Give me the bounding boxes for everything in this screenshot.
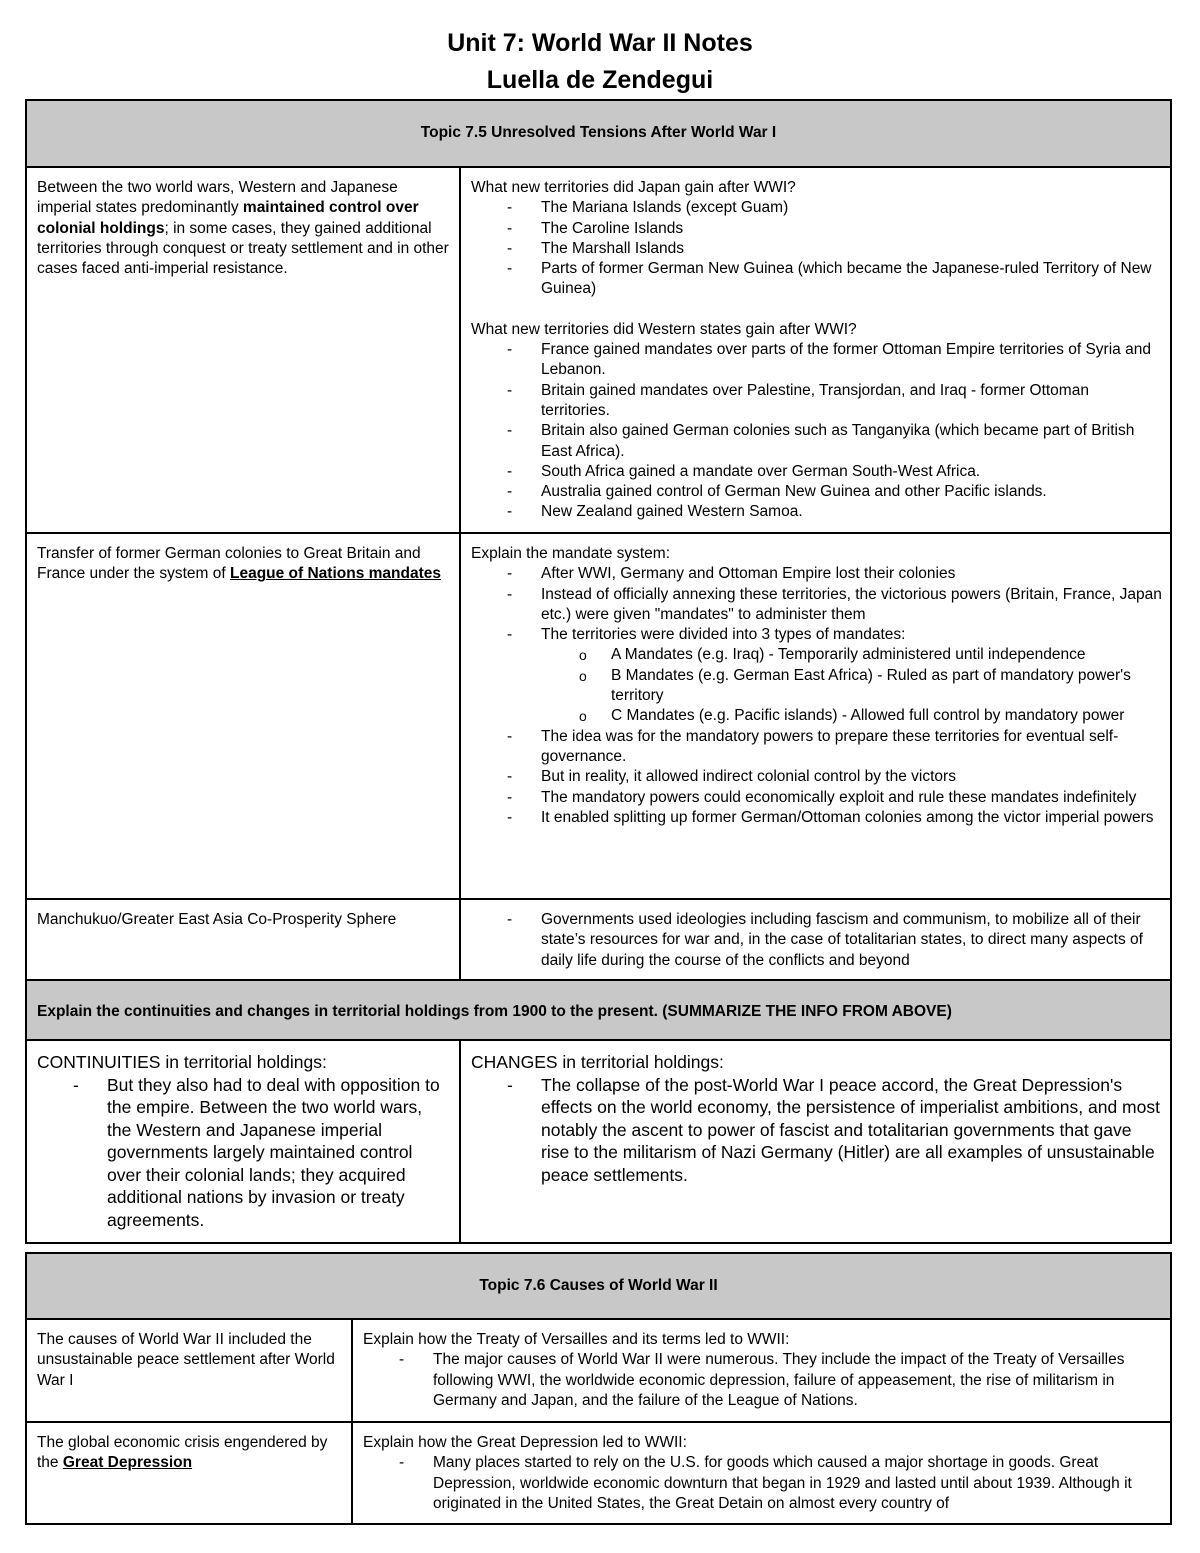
list-item: - Governments used ideologies including fascism and communism, to mobilize all of their state’s resources for war and, in the case of totalitarian states, to direct many aspects of daily life during the course of the conflicts and beyond [471, 910, 1162, 971]
continuities-cell [26, 1040, 460, 1243]
list-item-text: The territories were divided into 3 types of mandates: [541, 626, 906, 644]
western-territories-list [471, 340, 1162, 523]
list-item: - The idea was for the mandatory powers to prepare these territories for eventual self-governance. [471, 727, 1162, 768]
topic-7-5-heading: Topic 7.5 Unresolved Tensions After World War I [26, 100, 1171, 167]
list-item: - New Zealand gained Western Samoa. [471, 502, 1162, 522]
row-notes [460, 533, 1171, 899]
notes-list [471, 910, 1162, 971]
list-item: - It enabled splitting up former German/Ottoman colonies among the victor imperial powers [471, 808, 1162, 828]
list-item: - Instead of officially annexing these territories, the victorious powers (Britain, France, Japan etc.) were given "mandates" to administer them [471, 585, 1162, 626]
japan-territories-list [471, 198, 1162, 299]
list-item: - The Caroline Islands [471, 219, 1162, 239]
changes-list [471, 1074, 1162, 1187]
list-item: - Britain gained mandates over Palestine, Transjordan, and Iraq - former Ottoman territories. [471, 381, 1162, 422]
row-notes [352, 1319, 1171, 1422]
list-item: o B Mandates (e.g. German East Africa) - Ruled as part of mandatory power's territory [541, 666, 1162, 707]
row-label [26, 167, 460, 533]
table-row [26, 1319, 1171, 1422]
list-item: - Britain also gained German colonies such as Tanganyika (which became part of British East Africa). [471, 421, 1162, 462]
table-row [26, 1040, 1171, 1243]
table-row [26, 533, 1171, 899]
list-item: - Australia gained control of German New Guinea and other Pacific islands. [471, 482, 1162, 502]
key-term: maintained control over colonial holdings [37, 199, 419, 237]
mandate-types-list [541, 645, 1162, 726]
continuities-list [37, 1074, 451, 1232]
row-label-text: Between the two world wars, Western and Japanese imperial states predominantly [37, 179, 398, 217]
continuities-label: CONTINUITIES in territorial holdings: [37, 1052, 327, 1072]
list-item: - South Africa gained a mandate over German South-West Africa. [471, 462, 1162, 482]
topic-7-6-table [25, 1252, 1172, 1525]
changes-label: CHANGES in territorial holdings: [471, 1052, 724, 1072]
table-row [26, 1422, 1171, 1524]
table-row [26, 899, 1171, 980]
topic-7-6-heading: Topic 7.6 Causes of World War II [26, 1253, 1171, 1319]
table-row [26, 167, 1171, 533]
list-item: - France gained mandates over parts of the former Ottoman Empire territories of Syria and Lebanon. [471, 340, 1162, 381]
notes-list [363, 1453, 1162, 1514]
question-text: What new territories did Japan gain after WWI? [471, 179, 796, 196]
topic-7-5-table [25, 99, 1172, 1244]
question-text: Explain how the Treaty of Versailles and its terms led to WWII: [363, 1331, 790, 1348]
document-author: Luella de Zendegui [486, 66, 714, 94]
key-term: Great Depression [62, 1454, 193, 1472]
key-term: League of Nations mandates [229, 565, 441, 583]
row-label-text: ; in some cases, they gained additional territories through conquest or treaty settlement and in other cases faced anti-imperial resistance. [37, 219, 449, 278]
question-text: What new territories did Western states gain after WWI? [471, 320, 857, 338]
row-label: Manchukuo/Greater East Asia Co-Prosperity Sphere [26, 899, 460, 980]
list-item: - The major causes of World War II were numerous. They include the impact of the Treaty of Versailles following WWI, the worldwide economic depression, failure of appeasement, the rise of militarism in Germany and Japan, and the failure of the League of Nations. [363, 1350, 1162, 1411]
list-item: - The Marshall Islands [471, 239, 1162, 259]
list-item: o A Mandates (e.g. Iraq) - Temporarily administered until independence [541, 645, 1162, 665]
list-item [471, 625, 1162, 726]
row-notes [352, 1422, 1171, 1524]
list-item: - But they also had to deal with opposition to the empire. Between the two world wars, the Western and Japanese imperial governments largely maintained control over their colonial lands; they acquired additional nations by invasion or treaty agreements. [37, 1074, 451, 1232]
list-item: - The collapse of the post-World War I peace accord, the Great Depression's effects on the world economy, the persistence of imperialist ambitions, and most notably the ascent to power of fascist and totalitarian governments that gave rise to the militarism of Nazi Germany (Hitler) are all examples of unsustainable peace settlements. [471, 1074, 1162, 1187]
row-notes [460, 899, 1171, 980]
row-notes [460, 167, 1171, 533]
question-text: Explain how the Great Depression led to WWII: [363, 1434, 687, 1451]
list-item: - After WWI, Germany and Ottoman Empire lost their colonies [471, 564, 1162, 584]
mandate-system-list [471, 564, 1162, 828]
row-label-text: Transfer of former German colonies to Great Britain and France under the system of [37, 545, 421, 583]
row-label-text: The global economic crisis engendered by the [37, 1434, 328, 1472]
list-item: - Many places started to rely on the U.S. for goods which caused a major shortage in goods. Great Depression, worldwide economic downturn that began in 1929 and lasted until about 1939. Although it originated in the United States, the Great Detain on almost every country of [363, 1453, 1162, 1514]
summary-heading: Explain the continuities and changes in territorial holdings from 1900 to the present. (SUMMARIZE THE INFO FROM ABOVE) [26, 980, 1171, 1040]
row-label: The causes of World War II included the unsustainable peace settlement after World War I [26, 1319, 352, 1422]
row-label [26, 1422, 352, 1524]
notes-list [363, 1350, 1162, 1411]
document-title: Unit 7: World War II Notes [447, 29, 753, 57]
row-label [26, 533, 460, 899]
list-item: - Parts of former German New Guinea (which became the Japanese-ruled Territory of New Guinea) [471, 259, 1162, 300]
list-item: o C Mandates (e.g. Pacific islands) - Allowed full control by mandatory power [541, 706, 1162, 726]
list-item: - But in reality, it allowed indirect colonial control by the victors [471, 767, 1162, 787]
question-text: Explain the mandate system: [471, 545, 671, 562]
list-item: - The Mariana Islands (except Guam) [471, 198, 1162, 218]
list-item: - The mandatory powers could economically exploit and rule these mandates indefinitely [471, 788, 1162, 808]
changes-cell [460, 1040, 1171, 1243]
